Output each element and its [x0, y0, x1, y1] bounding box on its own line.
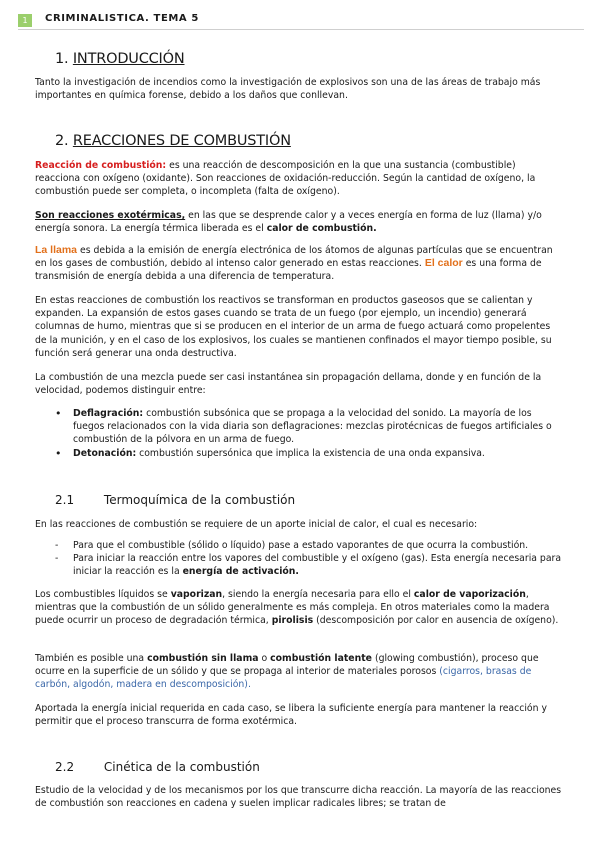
section-2-1-heading — [55, 493, 295, 507]
section-2-2-heading — [55, 760, 260, 774]
exothermic-paragraph: Son reacciones exotérmicas, en las que se desprende calor y a veces energía en forma de luz (llama) y/o energía sonora. La energía térmica liberada es el calor de combustión. — [35, 210, 542, 235]
section-2-number: 2. — [55, 133, 69, 149]
page-number: 1 — [18, 14, 32, 27]
list-item-vaporization: - Para que el combustible (sólido o líquido) pase a estado vaporantes de que ocurra la combustión. — [55, 539, 563, 552]
section-2-title: REACCIONES DE COMBUSTIÓN — [72, 133, 291, 149]
section-2-1-number: 2.1 — [55, 493, 75, 507]
section-1-title: INTRODUCCIÓN — [72, 51, 185, 67]
kinetics-paragraph: Estudio de la velocidad y de los mecanismos por los que transcurre dicha reacción. La mayoría de las reacciones de combustión son reacciones en cadena y suelen implicar radicales libres; se tratan de — [35, 785, 562, 810]
section-1-heading — [55, 51, 185, 67]
section-2-2-number: 2.2 — [55, 760, 75, 774]
intro-paragraph: Tanto la investigación de incendios como la investigación de explosivos son una de las áreas de trabajo más importantes en química forense, debido a los daños que conllevan. — [35, 77, 541, 102]
flame-heat-paragraph: La llama es debida a la emisión de energía electrónica de los átomos de algunas partículas que se encuentran en los gases de combustión, debido al intenso calor generado en estas reacciones. El calor es una forma de transmisión de energía debida a una diferencia de temperatura. — [35, 244, 553, 283]
mixture-paragraph: La combustión de una mezcla puede ser casi instantánea sin propagación dellama, donde y en función de la velocidad, podemos distinguir entre: — [35, 372, 542, 397]
section-2-1-title: Termoquímica de la combustión — [103, 493, 296, 507]
section-2-2-title: Cinética de la combustión — [103, 760, 260, 774]
liquid-fuels-paragraph: Los combustibles líquidos se vaporizan, siendo la energía necesaria para ello el calor de vaporización, mientras que la combustión de un sólido generalmente es más compleja. En otros materiales como la madera puede ocurrir un proceso de degradación térmica, pirolisis (descomposición por calor en ausencia de oxígeno). — [35, 589, 559, 627]
gas-expansion-paragraph: En estas reacciones de combustión los reactivos se transforman en productos gaseosos que se calientan y expanden. La expansión de estos gases cuando se trata de un fuego (por ejemplo, un incendio) generará columnas de humo, mientras que si se producen en el interior de un arma de fuego actuará como propelentes de la munición, y en el caso de los explosivos, los cuales se mantienen confinados el mayor tiempo posible, su función será generar una onda destructiva. — [35, 295, 552, 359]
list-item-detonation: • Detonación: combustión supersónica que implica la existencia de una onda expansiva. — [55, 447, 563, 460]
section-1-number: 1. — [55, 51, 69, 67]
combustion-types-list — [55, 407, 563, 460]
energy-release-paragraph: Aportada la energía inicial requerida en cada caso, se libera la suficiente energía para mantener la reacción y permitir que el proceso transcurra de forma exotérmica. — [35, 703, 547, 728]
term-exothermic: Son reacciones exotérmicas, — [35, 210, 186, 221]
list-item-activation-energy: - Para iniciar la reacción entre los vapores del combustible y el oxígeno (gas). Esta energía necesaria para iniciar la reacción es la energía de activación. — [55, 552, 563, 578]
list-item-deflagration: • Deflagración: combustión subsónica que se propaga a la velocidad del sonido. La mayoría de los fuegos relacionados con la vida diaria son deflagraciones: mezclas pirotécnicas de fuegos artificiales o combustión de la pólvora en un arma de fuego. — [55, 407, 563, 447]
term-combustion-reaction: Reacción de combustión: — [35, 160, 167, 171]
term-flame: La llama — [35, 244, 78, 256]
document-header-title: CRIMINALISTICA. TEMA 5 — [45, 13, 199, 24]
combustion-definition-paragraph: Reacción de combustión: es una reacción de descomposición en la que una sustancia (combustible) reacciona con oxígeno (oxidante). Son reacciones de oxidación-reducción. Según la cantidad de oxígeno, la combustión puede ser completa, o incompleta (falta de oxígeno). — [35, 160, 536, 198]
activation-list — [55, 539, 563, 579]
section-2-heading — [55, 133, 291, 149]
thermochemistry-intro: En las reacciones de combustión se requiere de un aporte inicial de calor, el cual es necesario: — [35, 519, 478, 530]
term-heat: El calor — [424, 257, 463, 270]
header-divider — [18, 29, 584, 30]
term-combustion-heat: calor de combustión. — [266, 223, 377, 235]
flameless-combustion-paragraph: También es posible una combustión sin llama o combustión latente (glowing combustión), proceso que ocurre en la superficie de un sólido y que se propaga al interior de materiales porosos (cigarros, brasas de carbón, algodón, madera en descomposición). — [35, 653, 539, 691]
